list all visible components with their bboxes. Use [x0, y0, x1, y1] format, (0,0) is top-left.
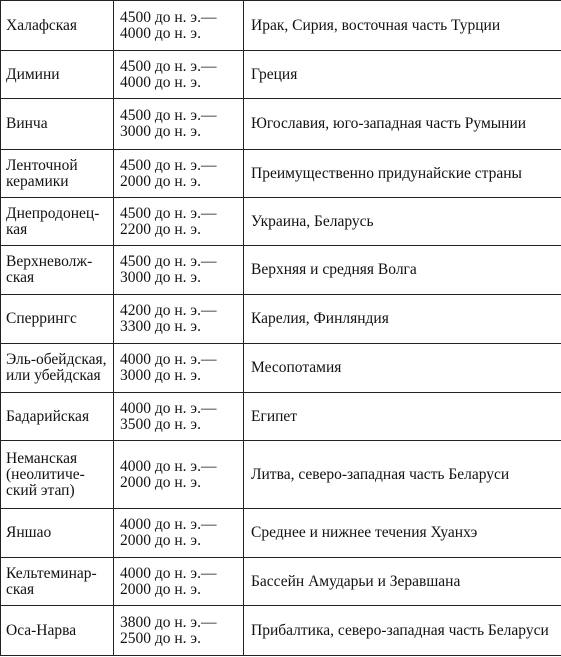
- date-range-cell: [114, 441, 244, 509]
- date-start-line: 4000 до н. э.—: [120, 457, 217, 475]
- date-start-line: 4500 до н. э.—: [120, 204, 217, 222]
- region-cell: Литва, северо-западная часть Беларуси: [244, 441, 561, 509]
- date-end-line: 4000 до н. э.: [120, 73, 201, 91]
- date-range-cell: [114, 1, 244, 51]
- table-row: [1, 344, 561, 393]
- date-start-line: 4000 до н. э.—: [120, 564, 217, 582]
- table-row: [1, 51, 561, 99]
- culture-name-line: Винча: [6, 115, 48, 132]
- culture-name-line: ская: [6, 580, 35, 598]
- date-range-cell: [114, 344, 244, 393]
- region-cell: Верхняя и средняя Волга: [244, 246, 561, 295]
- date-range-cell: [114, 509, 244, 558]
- region-cell: Месопотамия: [244, 344, 561, 393]
- table-row: [1, 150, 561, 198]
- date-range-cell: [114, 558, 244, 606]
- date-range-cell: [114, 99, 244, 150]
- culture-cell: [1, 150, 114, 198]
- date-start-line: 4500 до н. э.—: [120, 8, 217, 26]
- date-end-line: 4000 до н. э.: [120, 24, 201, 42]
- culture-name-line: (неолитиче-: [6, 465, 85, 483]
- date-end-line: 2000 до н. э.: [120, 580, 201, 598]
- region-cell: Украина, Беларусь: [244, 198, 561, 246]
- culture-cell: [1, 246, 114, 295]
- culture-name-line: керамики: [6, 172, 69, 190]
- date-end-line: 2500 до н. э.: [120, 629, 201, 647]
- region-cell: Греция: [244, 51, 561, 99]
- culture-cell: [1, 1, 114, 51]
- date-end-line: 3500 до н. э.: [120, 415, 201, 433]
- culture-name-line: Днепродонец-: [6, 204, 100, 222]
- culture-cell: [1, 509, 114, 558]
- culture-name-line: Неманская: [6, 449, 78, 467]
- culture-name-line: ский этап): [6, 481, 75, 499]
- table-row: [1, 509, 561, 558]
- date-end-line: 3000 до н. э.: [120, 123, 201, 140]
- date-start-line: 4000 до н. э.—: [120, 516, 217, 533]
- culture-cell: [1, 344, 114, 393]
- culture-cell: [1, 606, 114, 656]
- date-range-cell: [114, 606, 244, 656]
- culture-name-line: Димини: [6, 65, 60, 83]
- culture-name-line: ская: [6, 269, 35, 286]
- date-end-line: 3000 до н. э.: [120, 269, 201, 286]
- date-end-line: 2000 до н. э.: [120, 532, 201, 549]
- date-start-line: 4500 до н. э.—: [120, 253, 217, 270]
- table-row: [1, 295, 561, 344]
- culture-cell: [1, 51, 114, 99]
- culture-name-line: Бадарийская: [6, 407, 90, 425]
- date-start-line: 4000 до н. э.—: [120, 351, 217, 368]
- culture-name-line: или убейдская: [6, 367, 101, 384]
- culture-cell: [1, 99, 114, 150]
- culture-cell: [1, 393, 114, 441]
- table-row: [1, 1, 561, 51]
- date-end-line: 2200 до н. э.: [120, 220, 201, 238]
- table-row: [1, 606, 561, 656]
- date-end-line: 2000 до н. э.: [120, 172, 201, 190]
- culture-name-line: Оса-Нарва: [6, 621, 77, 639]
- date-end-line: 3300 до н. э.: [120, 318, 201, 335]
- culture-name-line: Кельтеминар-: [6, 564, 97, 582]
- table-row: [1, 198, 561, 246]
- date-range-cell: [114, 246, 244, 295]
- table-row: [1, 99, 561, 150]
- date-range-cell: [114, 150, 244, 198]
- table-row: [1, 558, 561, 606]
- date-range-cell: [114, 51, 244, 99]
- culture-cell: [1, 198, 114, 246]
- culture-name-line: Эль-обейдская,: [6, 351, 107, 368]
- region-cell: Бассейн Амударьи и Зеравшана: [244, 558, 561, 606]
- culture-name-line: Халафская: [6, 16, 78, 34]
- date-start-line: 4000 до н. э.—: [120, 399, 217, 417]
- date-range-cell: [114, 198, 244, 246]
- culture-name-line: Верхневолж-: [6, 253, 93, 270]
- culture-name-line: Яншао: [6, 524, 52, 541]
- table-row: [1, 441, 561, 509]
- date-start-line: 4500 до н. э.—: [120, 156, 217, 174]
- region-cell: Египет: [244, 393, 561, 441]
- table-row: [1, 393, 561, 441]
- date-end-line: 3000 до н. э.: [120, 367, 201, 384]
- culture-name-line: Ленточной: [6, 156, 78, 174]
- table-row: [1, 246, 561, 295]
- culture-name-line: кая: [6, 220, 28, 238]
- region-cell: Ирак, Сирия, восточная часть Турции: [244, 1, 561, 51]
- region-cell: Югославия, юго-западная часть Румынии: [244, 99, 561, 150]
- region-cell: Среднее и нижнее течения Хуанхэ: [244, 509, 561, 558]
- table-body: [1, 1, 561, 656]
- date-start-line: 3800 до н. э.—: [120, 613, 217, 631]
- date-start-line: 4500 до н. э.—: [120, 107, 217, 124]
- region-cell: Карелия, Финляндия: [244, 295, 561, 344]
- culture-name-line: Сперрингс: [6, 310, 77, 327]
- culture-cell: [1, 441, 114, 509]
- date-end-line: 2000 до н. э.: [120, 473, 201, 491]
- region-cell: Прибалтика, северо-западная часть Беларуси: [244, 606, 561, 656]
- date-start-line: 4200 до н. э.—: [120, 302, 217, 319]
- culture-cell: [1, 295, 114, 344]
- culture-cell: [1, 558, 114, 606]
- date-range-cell: [114, 295, 244, 344]
- region-cell: Преимущественно придунайские страны: [244, 150, 561, 198]
- date-range-cell: [114, 393, 244, 441]
- date-start-line: 4500 до н. э.—: [120, 57, 217, 75]
